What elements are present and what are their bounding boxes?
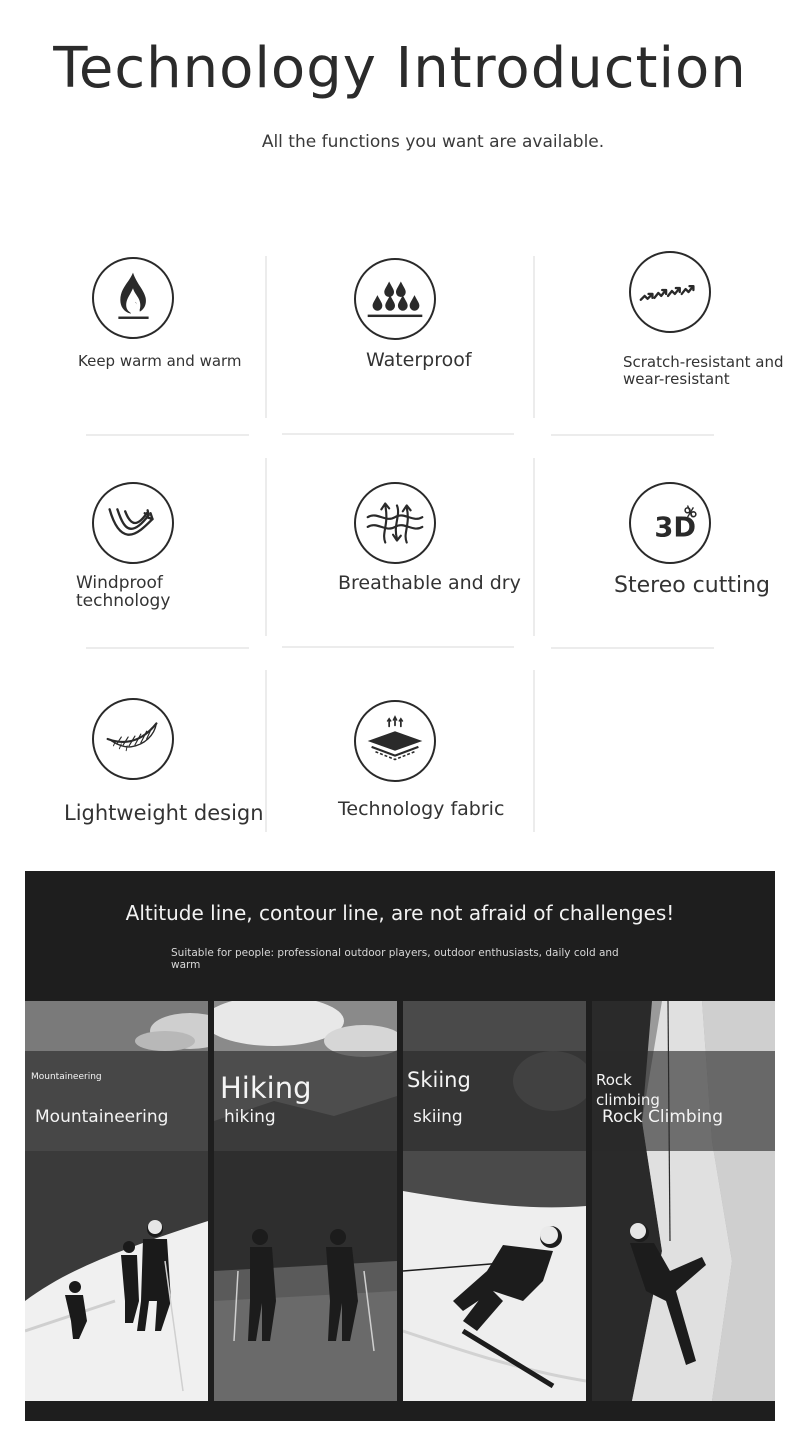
activity-small-label: Rock climbing — [596, 1071, 660, 1109]
divider — [265, 256, 267, 418]
banner-title: Altitude line, contour line, are not afraid of challenges! — [125, 901, 675, 925]
activity-small-label: Skiing — [407, 1068, 471, 1092]
svg-text:3D: 3D — [654, 512, 697, 544]
suitable-for-text: Suitable for people: professional outdoor players, outdoor enthusiasts, daily cold and warm — [171, 947, 619, 972]
activity-small-label: Hiking — [220, 1071, 312, 1105]
wind-icon — [92, 482, 174, 564]
feather-icon — [92, 698, 174, 780]
feature-label: Scratch-resistant and wear-resistant — [623, 353, 784, 388]
divider — [86, 647, 249, 649]
activity-card-hiking — [214, 1001, 397, 1401]
divider — [533, 458, 535, 636]
page-title: Technology Introduction — [53, 36, 747, 101]
fabric-layers-icon — [354, 700, 436, 782]
page-subtitle: All the functions you want are available. — [261, 132, 605, 152]
activity-label: Rock Climbing — [602, 1107, 724, 1127]
activity-label: hiking — [224, 1107, 276, 1127]
divider — [265, 670, 267, 832]
feature-label: Breathable and dry — [338, 572, 521, 594]
flame-icon — [92, 257, 174, 339]
activities-banner — [25, 871, 775, 1421]
breathable-arrows-icon — [354, 482, 436, 564]
feature-label: Lightweight design — [64, 801, 264, 825]
label-band — [403, 1051, 586, 1151]
water-drops-icon — [354, 258, 436, 340]
divider — [533, 256, 535, 418]
feature-label: Keep warm and warm — [78, 352, 242, 370]
label-band — [25, 1051, 208, 1151]
activity-card-mountaineering — [25, 1001, 208, 1401]
activity-card-skiing — [403, 1001, 586, 1401]
3d-cut-icon — [629, 482, 711, 564]
divider — [551, 647, 714, 649]
activity-small-label: Mountaineering — [31, 1072, 102, 1082]
divider — [533, 670, 535, 832]
feature-label: Windproof technology — [76, 573, 171, 611]
divider — [86, 434, 249, 436]
feature-label: Waterproof — [366, 349, 472, 371]
feature-label: Stereo cutting — [614, 573, 770, 598]
divider — [551, 434, 714, 436]
feature-label: Technology fabric — [338, 798, 505, 820]
activity-card-rock-climbing — [592, 1001, 775, 1401]
divider — [265, 458, 267, 636]
activity-label: Mountaineering — [35, 1107, 169, 1127]
divider — [282, 646, 514, 648]
activity-label: skiing — [413, 1107, 463, 1127]
divider — [282, 433, 514, 435]
scratch-arrows-icon — [629, 251, 711, 333]
